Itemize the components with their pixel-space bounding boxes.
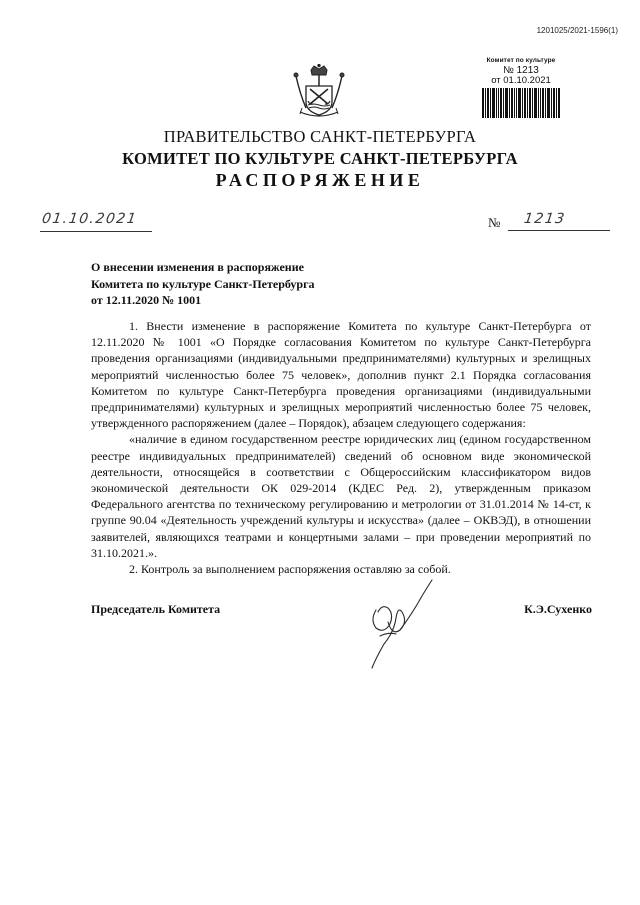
government-title: ПРАВИТЕЛЬСТВО САНКТ-ПЕТЕРБУРГА	[163, 127, 477, 146]
date-field	[40, 211, 152, 232]
registration-stamp	[478, 57, 564, 118]
document-body	[91, 318, 591, 577]
stamp-date: от 01.10.2021	[491, 75, 551, 86]
signer-name: К.Э.Сухенко	[524, 602, 592, 616]
handwritten-date: 01.10.2021	[40, 211, 139, 227]
stamp-number: № 1213	[503, 65, 539, 76]
number-field	[488, 211, 610, 231]
document-subject	[91, 259, 315, 309]
barcode-icon	[482, 88, 560, 118]
subject-line-3: от 12.11.2020 № 1001	[91, 293, 202, 307]
coat-of-arms-icon	[286, 64, 352, 120]
body-quote: «наличие в едином государственном реестре юридических лиц (едином государственном реестре индивидуальных предпринимателей) сведений об основном виде экономической деятельности, относящейся в соответствии с Общероссийским классификатором видов экономической деятельности ОК 029-2014 (КДЕС Ред. 2), утвержденным приказом Федерального агентства по техническому регулированию и метрологии от 31.01.2014 № 14-ст, к группе 90.04 «Деятельность учреждений культуры и искусства» (далее – ОКВЭД), в отношении заявителей, являющихся театрами и концертными залами – при проведении мероприятий по 31.10.2021.».	[91, 432, 591, 560]
stamp-title: Комитет по культуре	[486, 57, 556, 64]
committee-title: КОМИТЕТ ПО КУЛЬТУРЕ САНКТ-ПЕТЕРБУРГА	[122, 149, 518, 168]
signer-role: Председатель Комитета	[91, 602, 221, 616]
body-paragraph-1: 1. Внести изменение в распоряжение Комитета по культуре Санкт-Петербурга от 12.11.2020 № 1001 «О Порядке согласования Комитетом по культуре Санкт-Петербурга проведения организациями (индивидуальными предпринимателями) культурных и зрелищных мероприятий численностью более 75 человек», дополнив пункт 2.1 Порядка согласования Комитетом по культуре Санкт-Петербурга проведения организациями (индивидуальными предпринимателями) культурных и зрелищных мероприятий численностью более 75 человек, утвержденного распоряжением (далее – Порядок), абзацем следующего содержания:	[91, 319, 591, 431]
number-underline	[508, 230, 610, 231]
handwritten-signature-icon	[362, 578, 434, 670]
subject-line-1: О внесении изменения в распоряжение	[91, 260, 304, 274]
body-paragraph-2: 2. Контроль за выполнением распоряжения оставляю за собой.	[129, 562, 451, 577]
registration-number: 1201025/2021-1596(1)	[536, 26, 618, 35]
handwritten-number: 1213	[522, 211, 567, 227]
subject-line-2: Комитета по культуре Санкт-Петербурга	[91, 276, 315, 291]
document-type-title: РАСПОРЯЖЕНИЕ	[215, 170, 425, 190]
number-label: №	[488, 215, 501, 230]
